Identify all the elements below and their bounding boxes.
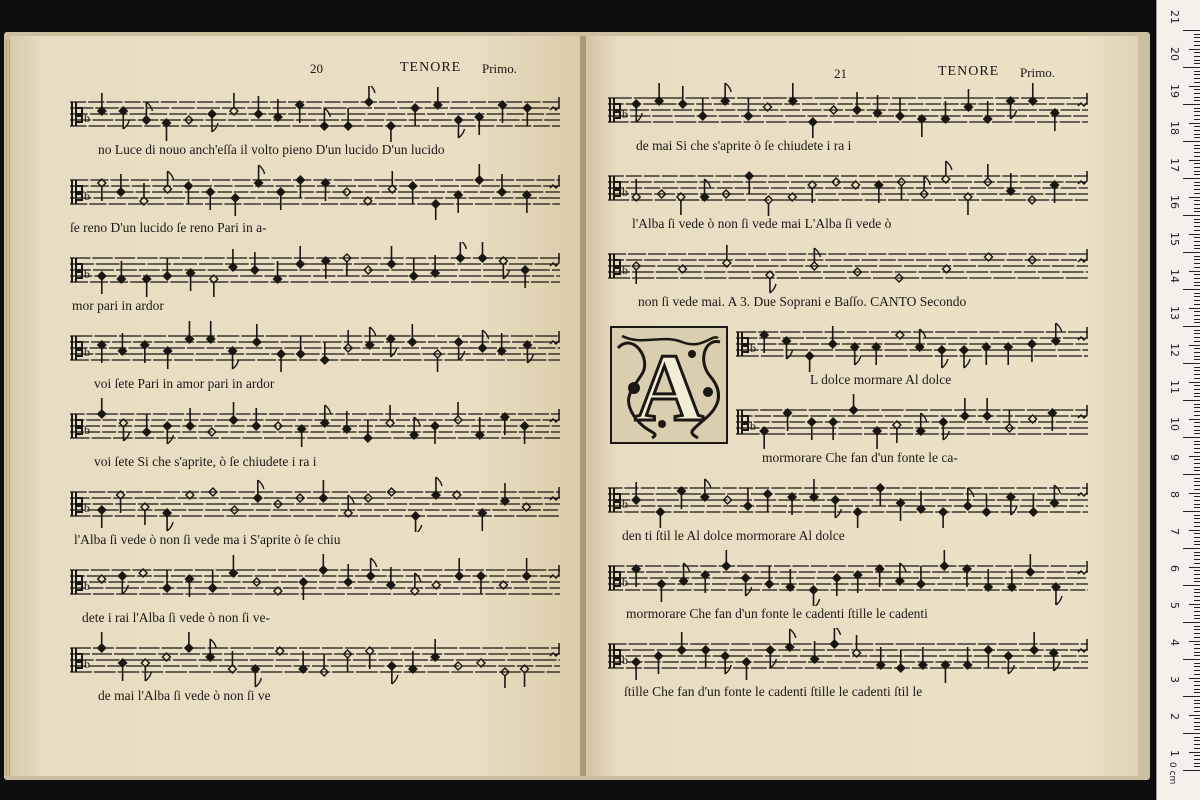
staff-line-2 [70,164,560,224]
staff-notation [736,316,1088,372]
ruler-tick [1183,104,1200,105]
ruler-tick [1194,93,1200,94]
staff-line-4 [70,320,560,380]
staff-line-3 [608,238,1088,298]
ruler-tick [1183,733,1200,734]
ruler-tick [1194,718,1200,719]
staff-notation [70,554,560,610]
staff-notation [608,82,1088,138]
ruler-tick [1194,82,1200,83]
ruler-number: 19 [1168,84,1181,98]
lyric-line-6: l'Alba ſi vede ò non ſi vede ma i S'aprite ò ſe chiu [74,532,341,547]
staff-notation [70,164,560,220]
ruler-tick [1194,152,1200,153]
ruler-tick [1194,496,1200,497]
ruler-tick [1194,322,1200,323]
ruler-tick [1194,452,1200,453]
ruler-tick [1189,493,1200,494]
ruler-tick [1194,56,1200,57]
lyric-line-2: ſe reno D'un lucido ſe reno Pari in a- [70,220,267,235]
ruler-tick [1194,378,1200,379]
ruler-tick [1194,467,1200,468]
lyric-line-7: mormorare Che fan d'un fonte le cadenti ſtille le cadenti [626,606,928,621]
ruler-tick [1194,463,1200,464]
ruler-tick [1194,404,1200,405]
ruler-tick [1194,652,1200,653]
svg-text:b: b [84,501,90,515]
svg-text:b: b [622,107,628,121]
staff-notation [70,320,560,376]
ruler-tick [1183,622,1200,623]
ruler-number: 11 [1168,380,1181,394]
ruler-tick [1194,470,1200,471]
lyric-line-2: l'Alba ſi vede ò non ſi vede mai L'Alba ſi vede ò [632,216,892,231]
ruler-number: 15 [1168,232,1181,246]
ruler-tick [1194,356,1200,357]
ruler-tick [1189,382,1200,383]
ruler-tick [1194,481,1200,482]
initial-ornament-icon [612,328,726,442]
ruler-tick [1189,271,1200,272]
ruler-number: 5 [1168,602,1181,609]
ruler-tick [1194,156,1200,157]
ruler-tick [1189,197,1200,198]
ruler-tick [1194,78,1200,79]
ruler-tick [1194,681,1200,682]
ruler-tick [1194,518,1200,519]
right-header-title: TENORE [938,64,1000,79]
svg-text:b: b [84,345,90,359]
ruler-tick [1194,600,1200,601]
ruler-tick [1194,230,1200,231]
ruler-tick [1194,592,1200,593]
ruler-tick [1183,400,1200,401]
ruler-tick [1183,363,1200,364]
ruler-tick [1194,563,1200,564]
ruler-tick [1194,245,1200,246]
ruler-tick [1194,341,1200,342]
ruler-tick [1194,219,1200,220]
ruler-number: 17 [1168,158,1181,172]
ruler-tick [1183,215,1200,216]
lyric-line-8: ſtille Che fan d'un fonte le cadenti ſtille le cadenti ſtil le [624,684,923,699]
ruler-tick [1194,211,1200,212]
staff-line-7 [70,554,560,614]
ruler-tick [1194,278,1200,279]
ruler-tick [1194,171,1200,172]
left-header-sub: Primo. [482,61,518,76]
ruler-tick [1194,348,1200,349]
ruler-tick [1194,626,1200,627]
svg-text:A: A [634,334,704,441]
ruler-tick [1183,326,1200,327]
staff-line-5 [736,394,1088,454]
ruler-tick [1194,174,1200,175]
ruler-tick [1194,441,1200,442]
ruler-unit-label: 0 cm [1167,762,1177,785]
ruler-number: 2 [1168,713,1181,720]
ruler-tick [1194,37,1200,38]
ruler-tick [1194,407,1200,408]
ruler-tick [1189,86,1200,87]
lyric-line-5: mormorare Che fan d'un fonte le ca- [762,450,958,465]
ruler-tick [1194,448,1200,449]
ruler-tick [1194,282,1200,283]
ruler-tick [1194,115,1200,116]
ruler-tick [1194,689,1200,690]
staff-line-3 [70,242,560,302]
ruler-tick [1194,707,1200,708]
right-page-number: 21 [834,66,847,81]
ruler-tick [1194,370,1200,371]
ruler-tick [1194,352,1200,353]
ruler-tick [1194,337,1200,338]
staff-notation [608,472,1088,528]
ruler-tick [1189,752,1200,753]
ruler-tick [1194,700,1200,701]
svg-text:b: b [750,419,756,433]
svg-text:b: b [622,653,628,667]
ruler-tick [1194,130,1200,131]
ruler-tick [1194,111,1200,112]
ruler-number: 4 [1168,639,1181,646]
ruler-number: 3 [1168,676,1181,683]
svg-text:b: b [622,185,628,199]
ruler-tick [1194,267,1200,268]
ruler-tick [1194,763,1200,764]
ruler-tick [1194,629,1200,630]
ruler-tick [1194,559,1200,560]
ruler-tick [1194,726,1200,727]
left-header-title: TENORE [400,60,462,75]
staff-line-8 [608,628,1088,688]
staff-line-5 [70,398,560,458]
staff-notation [70,632,560,688]
ruler-tick [1194,581,1200,582]
staff-line-8 [70,632,560,692]
ruler-tick [1194,137,1200,138]
svg-text:b: b [622,575,628,589]
ruler-tick [1189,567,1200,568]
ruler-tick [1183,511,1200,512]
ruler-tick [1194,182,1200,183]
staff-notation [608,238,1088,294]
ruler-tick [1194,167,1200,168]
ruler-tick [1194,63,1200,64]
ruler-tick [1194,589,1200,590]
ruler-tick [1194,574,1200,575]
svg-text:b: b [84,579,90,593]
ruler-tick [1194,248,1200,249]
left-page-number: 20 [310,61,323,76]
lyric-line-1: de mai Si che s'aprite ò ſe chiudete i ra i [636,138,852,153]
staff-notation [608,550,1088,606]
ruler-tick [1194,544,1200,545]
ruler-tick [1194,766,1200,767]
ruler-tick [1183,696,1200,697]
ruler-tick [1189,308,1200,309]
svg-text:b: b [622,497,628,511]
ruler-number: 13 [1168,306,1181,320]
ruler-tick [1194,618,1200,619]
ruler-tick [1183,474,1200,475]
ruler-tick [1194,256,1200,257]
ruler-tick [1194,596,1200,597]
ruler-tick [1194,533,1200,534]
staff-line-2 [608,160,1088,220]
ruler-tick [1194,703,1200,704]
ruler-tick [1183,141,1200,142]
ruler-tick [1194,100,1200,101]
ruler-tick [1194,385,1200,386]
ruler-tick [1194,607,1200,608]
ruler-tick [1194,415,1200,416]
ruler-tick [1194,411,1200,412]
ruler-tick [1183,178,1200,179]
ruler-tick [1194,300,1200,301]
ruler-tick [1194,293,1200,294]
ruler-tick [1194,193,1200,194]
ruler-tick [1194,459,1200,460]
ruler-tick [1194,633,1200,634]
ruler-tick [1194,426,1200,427]
ruler-tick [1194,663,1200,664]
ruler-tick [1194,134,1200,135]
ruler-tick [1183,437,1200,438]
ruler-tick [1194,444,1200,445]
ruler-tick [1183,659,1200,660]
ruler-tick [1189,49,1200,50]
ruler-tick [1194,729,1200,730]
ruler-tick [1194,570,1200,571]
ruler-tick [1194,97,1200,98]
ruler-tick [1183,548,1200,549]
staff-line-1 [608,82,1088,142]
ruler-tick [1194,145,1200,146]
ruler-tick [1189,678,1200,679]
ruler-tick [1194,237,1200,238]
ruler-tick [1194,644,1200,645]
svg-text:b: b [84,423,90,437]
ruler-tick [1194,670,1200,671]
ruler-tick [1194,759,1200,760]
ruler-tick [1194,189,1200,190]
svg-text:b: b [750,341,756,355]
ruler-tick [1194,692,1200,693]
ruler-number: 1 [1168,750,1181,757]
ruler-tick [1194,393,1200,394]
ruler-tick [1194,504,1200,505]
staff-line-6 [70,476,560,536]
ruler-tick [1194,755,1200,756]
ruler-tick [1194,711,1200,712]
right-header-sub: Primo. [1020,65,1056,80]
ruler-number: 9 [1168,454,1181,461]
ruler-tick [1194,34,1200,35]
ruler-tick [1194,241,1200,242]
ruler-tick [1183,67,1200,68]
svg-text:b: b [84,267,90,281]
ruler-tick [1194,222,1200,223]
ruler-tick [1194,722,1200,723]
lyric-line-4: voi ſete Pari in amor pari in ardor [94,376,275,391]
ruler-tick [1194,744,1200,745]
ruler-tick [1194,367,1200,368]
svg-text:b: b [84,111,90,125]
ruler-tick [1194,526,1200,527]
ruler-tick [1194,541,1200,542]
ruler-tick [1183,585,1200,586]
ruler-tick [1194,737,1200,738]
ruler-tick [1194,200,1200,201]
ruler-tick [1194,374,1200,375]
ruler-tick [1194,204,1200,205]
ruler-tick [1194,359,1200,360]
ruler-tick [1183,770,1200,771]
staff-notation [70,476,560,532]
measurement-ruler [1156,0,1200,800]
svg-text:b: b [84,189,90,203]
ruler-tick [1194,685,1200,686]
ruler-number: 20 [1168,47,1181,61]
ruler-tick [1189,234,1200,235]
lyric-line-3: non ſi vede mai. A 3. Due Soprani e Baſſo. CANTO Secondo [638,294,967,309]
ruler-tick [1189,160,1200,161]
ruler-tick [1194,489,1200,490]
ruler-tick [1194,552,1200,553]
lyric-line-6: den ti ſtil le Al dolce mormorare Al dolce [622,528,845,543]
ruler-tick [1194,285,1200,286]
ruler-tick [1194,226,1200,227]
staff-notation [70,398,560,454]
ruler-number: 10 [1168,417,1181,431]
lyric-line-8: de mai l'Alba ſi vede ò non ſi ve [98,688,271,703]
decorated-initial [610,326,728,444]
ruler-tick [1194,148,1200,149]
staff-notation [608,628,1088,684]
ruler-tick [1194,41,1200,42]
staff-notation [736,394,1088,450]
ruler-tick [1194,478,1200,479]
staff-notation [70,242,560,298]
ruler-tick [1194,422,1200,423]
ruler-tick [1189,641,1200,642]
ruler-tick [1194,674,1200,675]
lyric-line-3: mor pari in ardor [72,298,164,313]
ruler-tick [1194,578,1200,579]
ruler-tick [1194,304,1200,305]
ruler-tick [1194,522,1200,523]
ruler-tick [1189,345,1200,346]
ruler-tick [1194,333,1200,334]
ruler-tick [1194,507,1200,508]
lyric-line-5: voi ſete Si che s'aprite, ò ſe chiudete i ra i [94,454,317,469]
ruler-tick [1194,485,1200,486]
ruler-number: 12 [1168,343,1181,357]
ruler-tick [1194,433,1200,434]
lyric-line-7: dete i rai l'Alba ſi vede ò non ſi ve- [82,610,270,625]
ruler-number: 16 [1168,195,1181,209]
ruler-tick [1194,430,1200,431]
ruler-number: 18 [1168,121,1181,135]
ruler-tick [1194,637,1200,638]
lyric-line-1: no Luce di nouo anch'eſſa il volto pieno D'un lucido D'un lucido [98,142,445,157]
ruler-tick [1194,108,1200,109]
ruler-tick [1189,604,1200,605]
staff-line-7 [608,550,1088,610]
ruler-tick [1194,555,1200,556]
ruler-tick [1194,500,1200,501]
ruler-tick [1189,419,1200,420]
ruler-tick [1194,259,1200,260]
ruler-tick [1194,119,1200,120]
ruler-tick [1194,655,1200,656]
ruler-tick [1183,289,1200,290]
ruler-tick [1189,456,1200,457]
ruler-tick [1183,30,1200,31]
ruler-tick [1194,615,1200,616]
ruler-tick [1189,715,1200,716]
staff-notation [70,86,560,142]
ruler-tick [1194,185,1200,186]
ruler-tick [1194,330,1200,331]
ruler-tick [1189,530,1200,531]
ruler-tick [1194,648,1200,649]
ruler-tick [1194,311,1200,312]
ruler-tick [1194,748,1200,749]
ruler-tick [1194,74,1200,75]
ruler-tick [1194,45,1200,46]
ruler-tick [1194,60,1200,61]
ruler-tick [1194,52,1200,53]
ruler-tick [1194,208,1200,209]
staff-line-1 [70,86,560,146]
ruler-tick [1194,126,1200,127]
ruler-tick [1194,389,1200,390]
ruler-number: 7 [1168,528,1181,535]
ruler-tick [1189,123,1200,124]
staff-line-4 [736,316,1088,376]
ruler-number: 21 [1168,10,1181,24]
ruler-tick [1194,666,1200,667]
ruler-tick [1194,740,1200,741]
ruler-number: 6 [1168,565,1181,572]
ruler-tick [1194,611,1200,612]
ruler-tick [1194,274,1200,275]
staff-notation [608,160,1088,216]
ruler-tick [1194,515,1200,516]
svg-text:b: b [84,657,90,671]
svg-text:b: b [622,263,628,277]
ruler-tick [1194,89,1200,90]
staff-line-6 [608,472,1088,532]
ruler-tick [1194,315,1200,316]
lyric-line-4: L dolce mormare Al dolce [810,372,952,387]
ruler-tick [1194,163,1200,164]
ruler-tick [1194,537,1200,538]
ruler-tick [1194,396,1200,397]
ruler-number: 14 [1168,269,1181,283]
ruler-tick [1183,252,1200,253]
ruler-tick [1194,296,1200,297]
left-page [10,36,582,776]
ruler-number: 8 [1168,491,1181,498]
ruler-tick [1194,71,1200,72]
ruler-tick [1194,319,1200,320]
ruler-tick [1194,263,1200,264]
